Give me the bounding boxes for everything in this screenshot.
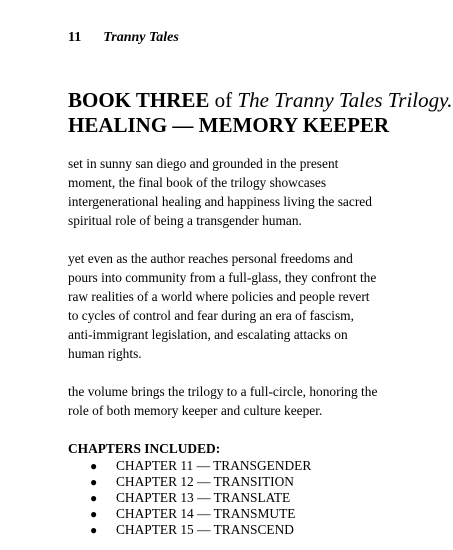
chapter-label: CHAPTER 13 — TRANSLATE [116,490,291,505]
page-number: 11 [68,30,82,45]
paragraph: set in sunny san diego and grounded in the present moment, the final book of the trilogy showcases intergenerational healing and happiness living the sacred spiritual role of being a transgender human. [68,156,372,228]
bullet-icon: ● [90,475,98,489]
list-item [90,522,380,538]
chapter-label: CHAPTER 14 — TRANSMUTE [116,506,296,521]
section-heading [68,88,453,138]
running-head-title: Tranny Tales [103,30,179,45]
heading-trilogy-title: The Tranny Tales Trilogy. [237,88,453,112]
bullet-icon: ● [90,491,98,505]
chapter-label: CHAPTER 12 — TRANSITION [116,474,294,489]
heading-of: of [209,88,238,112]
list-item [90,506,380,522]
heading-line-2: HEALING — MEMORY KEEPER [68,113,390,137]
bullet-icon: ● [90,523,98,537]
chapter-label: CHAPTER 11 — TRANSGENDER [116,458,312,473]
heading-book-number: BOOK THREE [68,88,210,112]
heading-line-1 [68,88,453,113]
list-item [90,474,380,490]
bullet-icon: ● [90,459,98,473]
chapters-list [68,458,380,538]
list-item [90,458,380,474]
paragraph: yet even as the author reaches personal freedoms and pours into community from a full-glass, they confront the raw realities of a world where policies and people revert to cycles of control and fear during an era of fascism, anti-immigrant legislation, and escalating attacks on human rights. [68,251,377,361]
bullet-icon: ● [90,507,98,521]
paragraph: the volume brings the trilogy to a full-circle, honoring the role of both memory keeper and culture keeper. [68,384,378,418]
list-item [90,490,380,506]
chapter-label: CHAPTER 15 — TRANSCEND [116,522,294,537]
chapters-title: CHAPTERS INCLUDED: [68,441,221,456]
running-head [68,30,179,46]
body-text [68,154,380,538]
